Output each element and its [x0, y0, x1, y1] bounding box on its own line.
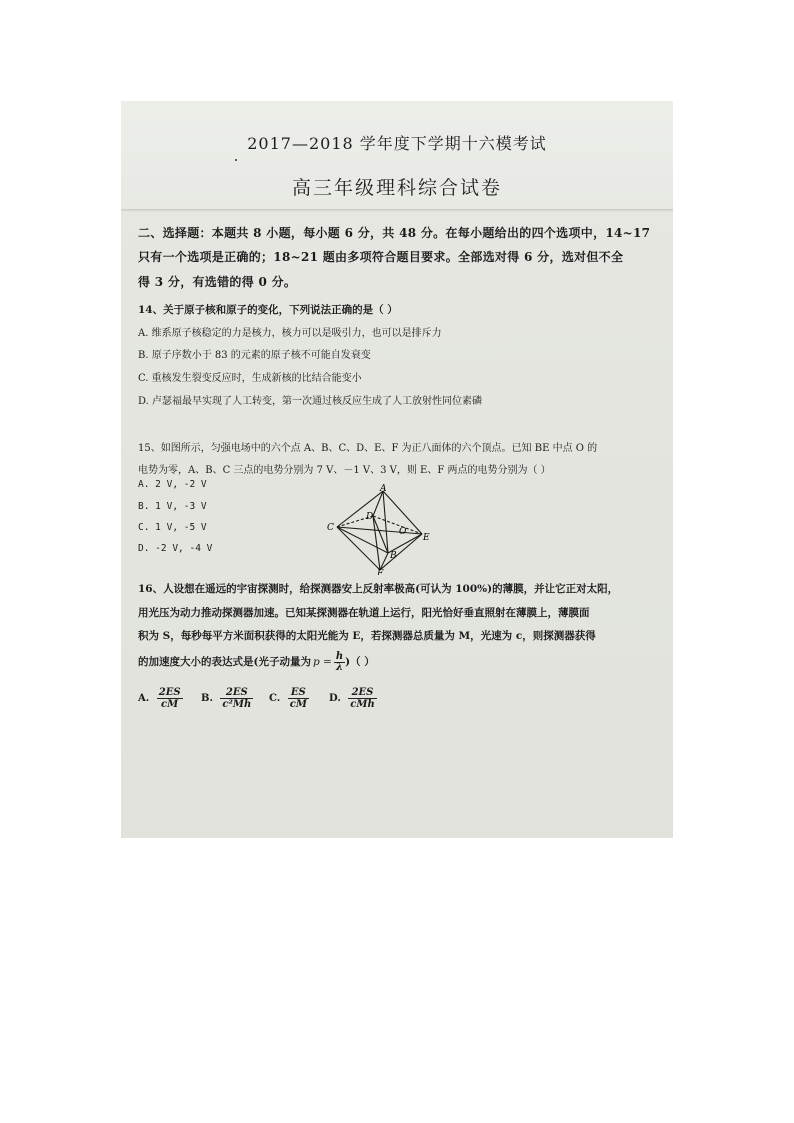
question-16-line-2: 用光压为动力推动探测器加速。已知某探测器在轨道上运行，阳光恰好垂直照射在薄膜上，薄膜面 [138, 607, 590, 619]
ink-dot [235, 159, 237, 161]
answer-c-numerator: ES [288, 687, 309, 699]
scanned-exam-photo [121, 101, 673, 838]
question-16-answer-a [138, 687, 183, 710]
vertex-label-f: F [377, 569, 384, 575]
photon-momentum-fraction [334, 652, 345, 673]
section-instructions-line-2: 只有一个选项是正确的；18~21 题由多项符合题目要求。全部选对得 6 分，选对但不全 [138, 250, 624, 264]
section-instructions-line-3: 得 3 分，有选错的得 0 分。 [138, 275, 297, 289]
answer-d-label: D. [329, 693, 341, 704]
vertex-label-c: C [327, 523, 334, 533]
question-16-line-3: 积为 S，每秒每平方米面积获得的太阳光能为 E，若探测器总质量为 M，光速为 c，则探测器获得 [138, 630, 596, 642]
question-15-option-b: B. 1 V, -3 V [138, 501, 207, 512]
answer-d-fraction [348, 687, 376, 710]
sheet-edge-shadow [121, 209, 673, 212]
question-15-stem-line-1: 15、如图所示，匀强电场中的六个点 A、B、C、D、E、F 为正八面体的六个顶点。已知 BE 中点 O 的 [138, 443, 598, 454]
answer-a-fraction [157, 687, 183, 710]
answer-b-denominator: c²Mh [222, 699, 252, 710]
answer-b-numerator: 2ES [220, 687, 253, 699]
photon-momentum-numerator: h [335, 651, 344, 662]
question-14-option-d: D. 卢瑟福最早实现了人工转变，第一次通过核反应生成了人工放射性同位素磷 [138, 396, 483, 407]
answer-a-denominator: cM [161, 699, 179, 710]
question-16-answer-d [329, 687, 377, 710]
question-16-line-4 [138, 652, 375, 673]
question-15-option-d: D. -2 V, -4 V [138, 543, 213, 554]
vertex-label-d: D [366, 512, 374, 522]
exam-subtitle: 高三年级理科综合试卷 [291, 177, 502, 199]
vertex-label-b: B [390, 551, 397, 561]
answer-d-denominator: cMh [350, 699, 375, 710]
answer-d-numerator: 2ES [348, 687, 376, 699]
photon-momentum-lhs: p = [312, 656, 332, 669]
question-16-line-4-end: )（ ） [345, 656, 375, 669]
vertex-label-o: O [399, 527, 407, 537]
section-instructions-line-1: 二、选择题：本题共 8 小题，每小题 6 分，共 48 分。在每小题给出的四个选项中，14~17 [138, 226, 651, 240]
exam-title: 2017—2018 学年度下学期十六模考试 [247, 134, 547, 153]
answer-a-numerator: 2ES [158, 687, 181, 698]
question-16-line-4-text: 的加速度大小的表达式是(光子动量为 [138, 656, 311, 669]
vertex-label-e: E [423, 533, 430, 543]
question-16-line-1: 16、人设想在遥远的宇宙探测时，给探测器安上反射率极高(可认为 100%)的薄膜，并让它正对太阳， [138, 583, 619, 595]
question-14-option-b: B. 原子序数小于 83 的元素的原子核不可能自发衰变 [138, 350, 371, 361]
photon-momentum-denominator: λ [335, 662, 343, 673]
question-15-option-a: A. 2 V, -2 V [138, 479, 207, 490]
answer-a-label: A. [138, 693, 150, 704]
question-16-answer-c [269, 687, 309, 710]
question-15-option-c: C. 1 V, -5 V [138, 522, 207, 533]
question-14-option-c: C. 重核发生裂变反应时，生成新核的比结合能变小 [138, 373, 362, 384]
question-14-option-a: A. 维系原子核稳定的力是核力，核力可以是吸引力，也可以是排斥力 [138, 328, 442, 339]
answer-c-denominator: cM [289, 699, 307, 710]
question-15-stem-line-2: 电势为零，A、B、C 三点的电势分别为 7 V、－1 V、3 V，则 E、F 两点的电势分别为（ ） [138, 465, 551, 476]
answer-b-label: B. [201, 693, 213, 704]
question-14-stem: 14、关于原子核和原子的变化，下列说法正确的是（ ） [138, 304, 398, 316]
vertex-label-a: A [380, 484, 387, 494]
answer-c-label: C. [269, 693, 281, 704]
question-16-answer-b [201, 687, 253, 710]
answer-b-fraction [220, 687, 253, 710]
answer-c-fraction [288, 687, 309, 710]
octahedron-figure [326, 483, 436, 575]
